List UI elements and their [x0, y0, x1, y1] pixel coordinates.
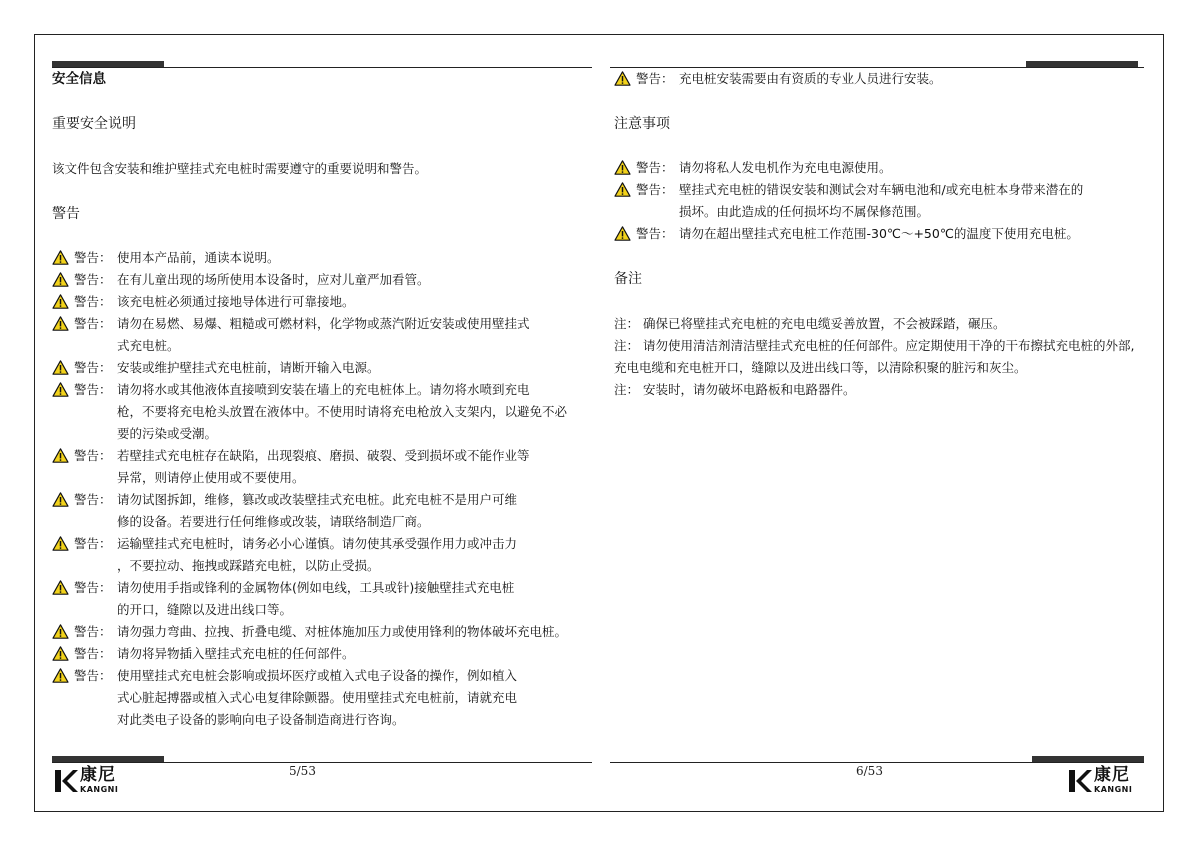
section-title: 安全信息 — [52, 71, 106, 87]
warning-item — [52, 269, 592, 291]
warning-triangle-icon — [52, 580, 69, 595]
warning-item — [52, 643, 592, 665]
warning-text — [117, 313, 592, 357]
warning-text-line: 使用壁挂式充电桩会影响或损坏医疗或植入式电子设备的操作，例如植入 — [117, 668, 518, 683]
warning-item — [52, 291, 592, 313]
warning-text-line: 运输壁挂式充电桩时，请务必小心谨慎。请勿使其承受强作用力或冲击力 — [117, 536, 518, 551]
warning-triangle-icon — [52, 536, 69, 551]
warning-text-line: 在有儿童出现的场所使用本设备时，应对儿童严加看管。 — [117, 272, 430, 287]
warning-text — [117, 357, 592, 379]
intro-text: 该文件包含安装和维护壁挂式充电桩时需要遵守的重要说明和警告。 — [52, 161, 428, 176]
warning-text-line: 请勿将异物插入壁挂式充电桩的任何部件。 — [117, 646, 355, 661]
footer-bar-right — [1032, 756, 1144, 762]
notes-heading: 备注 — [614, 271, 642, 287]
warning-triangle-icon — [52, 316, 69, 331]
warning-item — [52, 357, 592, 379]
warning-text-line: 该充电桩必须通过接地导体进行可靠接地。 — [117, 294, 355, 309]
warning-triangle-icon — [614, 182, 631, 197]
warning-triangle-icon — [52, 250, 69, 265]
warning-text-line: 请勿在易燃、易爆、粗糙或可燃材料，化学物或蒸汽附近安装或使用壁挂式 — [117, 316, 530, 331]
warning-text-line: 安装或维护壁挂式充电桩前，请断开输入电源。 — [117, 360, 380, 375]
brand-name-en: KANGNI — [80, 785, 119, 794]
warning-text-line: 异常，则请停止使用或不要使用。 — [117, 470, 305, 485]
page-number-right: 6/53 — [856, 764, 883, 778]
warning-text-line: 式心脏起搏器或植入式心电复律除颤器。使用壁挂式充电桩前，请就充电 — [117, 690, 518, 705]
warning-triangle-icon — [614, 226, 631, 241]
warning-text-line: 请勿将水或其他液体直接喷到安装在墙上的充电桩体上。请勿将水喷到充电 — [117, 382, 530, 397]
left-page — [52, 68, 592, 731]
warning-label: 警告： — [74, 294, 112, 309]
warning-label: 警告： — [74, 316, 112, 331]
warning-text-line: 请勿试图拆卸，维修，篡改或改装壁挂式充电桩。此充电桩不是用户可维 — [117, 492, 518, 507]
warning-label: 警告： — [636, 226, 674, 241]
warnings-list — [52, 247, 592, 731]
warning-text-line: 要的污染或受潮。 — [117, 426, 218, 441]
warning-triangle-icon — [52, 448, 69, 463]
warning-triangle-icon — [52, 668, 69, 683]
warning-text — [679, 157, 1154, 179]
page-number-left: 5/53 — [289, 764, 316, 778]
warning-label: 警告： — [74, 448, 112, 463]
warning-triangle-icon — [52, 382, 69, 397]
warning-label: 警告： — [74, 580, 112, 595]
warning-label: 警告： — [636, 182, 674, 197]
warning-item — [52, 313, 592, 357]
brand-name-cn: 康尼 — [80, 765, 116, 785]
warning-label: 警告： — [636, 160, 674, 175]
warning-label: 警告： — [636, 71, 674, 86]
warning-item — [52, 489, 592, 533]
note-line: 充电电缆和充电桩开口，缝隙以及进出线口等，以清除积聚的脏污和灰尘。 — [614, 360, 1027, 375]
warning-triangle-icon — [52, 624, 69, 639]
warning-text — [117, 533, 592, 577]
warning-text-line: 使用本产品前，通读本说明。 — [117, 250, 280, 265]
warning-label: 警告： — [74, 250, 112, 265]
warnings-heading: 警告 — [52, 206, 80, 222]
warning-triangle-icon — [52, 646, 69, 661]
warning-text: 充电桩安装需要由有资质的专业人员进行安装。 — [679, 71, 942, 86]
header-bar-right — [1026, 61, 1138, 67]
warning-text-line: 损坏。由此造成的任何损坏均不属保修范围。 — [679, 204, 930, 219]
warning-item — [614, 179, 1154, 223]
warning-text-line: 的开口，缝隙以及进出线口等。 — [117, 602, 293, 617]
warning-text-line: 修的设备。若要进行任何维修或改装，请联络制造厂商。 — [117, 514, 430, 529]
warning-text-line: 枪，不要将充电枪头放置在液体中。不使用时请将充电枪放入支架内，以避免不必 — [117, 404, 568, 419]
warning-label: 警告： — [74, 646, 112, 661]
warning-triangle-icon — [52, 492, 69, 507]
warning-item — [614, 223, 1154, 245]
top-warning — [614, 68, 1154, 90]
brand-name-en: KANGNI — [1094, 785, 1133, 794]
warning-item — [52, 577, 592, 621]
warning-text — [117, 489, 592, 533]
warning-label: 警告： — [74, 624, 112, 639]
notes-list — [614, 313, 1154, 401]
warning-item — [52, 379, 592, 445]
brand-name-cn: 康尼 — [1094, 765, 1130, 785]
warning-label: 警告： — [74, 536, 112, 551]
footer-rule-left — [52, 762, 592, 763]
warning-text — [117, 621, 592, 643]
warning-triangle-icon — [52, 294, 69, 309]
kangni-logo-icon — [1068, 768, 1092, 794]
warning-label: 警告： — [74, 382, 112, 397]
warning-text-line: 请勿将私人发电机作为充电电源使用。 — [679, 160, 892, 175]
warning-text — [117, 379, 592, 445]
warning-text — [117, 247, 592, 269]
kangni-logo-icon — [54, 768, 78, 794]
warning-text-line: 若壁挂式充电桩存在缺陷，出现裂痕、磨损、破裂、受到损坏或不能作业等 — [117, 448, 530, 463]
warning-text — [117, 643, 592, 665]
footer-rule-right — [610, 762, 1144, 763]
warning-triangle-icon — [614, 160, 631, 175]
warning-text-line: 对此类电子设备的影响向电子设备制造商进行咨询。 — [117, 712, 405, 727]
warning-label: 警告： — [74, 668, 112, 683]
warning-text — [117, 577, 592, 621]
warning-item — [52, 665, 592, 731]
warning-item — [614, 157, 1154, 179]
warning-item — [52, 621, 592, 643]
warning-label: 警告： — [74, 360, 112, 375]
warning-text-line: 请勿强力弯曲、拉拽、折叠电缆、对桩体施加压力或使用锋利的物体破坏充电桩。 — [117, 624, 568, 639]
warning-text — [117, 445, 592, 489]
warning-text — [679, 179, 1154, 223]
warning-item — [52, 247, 592, 269]
note-line: 注： 确保已将壁挂式充电桩的充电电缆妥善放置，不会被踩踏，碾压。 — [614, 316, 1006, 331]
warning-text-line: ，不要拉动、拖拽或踩踏充电桩，以防止受损。 — [117, 558, 380, 573]
warning-item — [52, 445, 592, 489]
warning-label: 警告： — [74, 272, 112, 287]
warning-text-line: 壁挂式充电桩的错误安装和测试会对车辆电池和/或充电桩本身带来潜在的 — [679, 182, 1084, 197]
cautions-list — [614, 157, 1154, 245]
warning-text — [117, 291, 592, 313]
cautions-heading: 注意事项 — [614, 116, 670, 132]
brand-logo-left — [54, 767, 118, 794]
warning-triangle-icon — [52, 360, 69, 375]
warning-label: 警告： — [74, 492, 112, 507]
right-page — [614, 68, 1154, 401]
warning-text — [117, 269, 592, 291]
important-heading: 重要安全说明 — [52, 116, 136, 132]
warning-text-line: 式充电桩。 — [117, 338, 180, 353]
note-line: 注： 安装时，请勿破坏电路板和电路器件。 — [614, 382, 856, 397]
warning-item — [52, 533, 592, 577]
warning-triangle-icon — [614, 71, 631, 86]
warning-text-line: 请勿在超出壁挂式充电桩工作范围-30℃～+50℃的温度下使用充电桩。 — [679, 226, 1079, 241]
warning-text — [679, 223, 1154, 245]
warning-triangle-icon — [52, 272, 69, 287]
note-line: 注： 请勿使用清洁剂清洁壁挂式充电桩的任何部件。应定期使用干净的干布擦拭充电桩的外部, — [614, 338, 1135, 353]
brand-logo-right — [1068, 767, 1132, 794]
warning-text-line: 请勿使用手指或锋利的金属物体(例如电线，工具或针)接触壁挂式充电桩 — [117, 580, 515, 595]
warning-text — [117, 665, 592, 731]
